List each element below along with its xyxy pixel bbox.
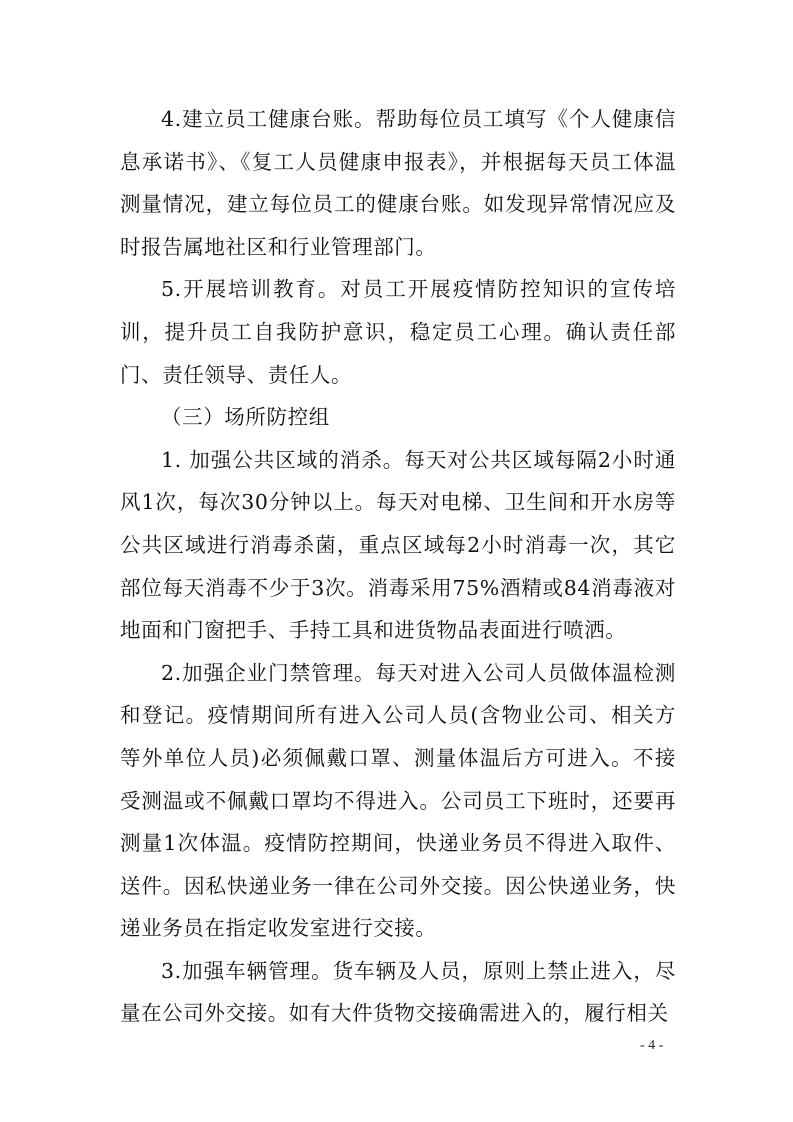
section-heading: （三）场所防控组 — [161, 405, 330, 430]
paragraph-health-records: 4.建立员工健康台账。帮助每位员工填写《个人健康信息承诺书》、《复工人员健康申报表》，并根据每天员工体温测量情况，建立每位员工的健康台账。如发现异常情况应及时报告属地社区和行业管理部门。 — [120, 107, 676, 259]
document-body — [120, 98, 676, 1035]
paragraph-access-control: 2.加强企业门禁管理。每天对进入公司人员做体温检测和登记。疫情期间所有进入公司人员(含物业公司、相关方等外单位人员)必须佩戴口罩、测量体温后方可进入。不接受测温或不佩戴口罩均不得进入。公司员工下班时，还要再测量1次体温。疫情防控期间，快递业务员不得进入取件、送件。因私快递业务一律在公司外交接。因公快递业务，快递业务员在指定收发室进行交接。 — [120, 660, 676, 941]
paragraph-training: 5.开展培训教育。对员工开展疫情防控知识的宣传培训，提升员工自我防护意识，稳定员工心理。确认责任部门、责任领导、责任人。 — [120, 277, 676, 387]
paragraph-vehicle-management: 3.加强车辆管理。货车辆及人员，原则上禁止进入，尽量在公司外交接。如有大件货物交接确需进入的，履行相关 — [120, 958, 676, 1026]
page-number: - 4 - — [640, 1038, 664, 1053]
paragraph-disinfection: 1. 加强公共区域的消杀。每天对公共区域每隔2小时通风1次，每次30分钟以上。每天对电梯、卫生间和开水房等公共区域进行消毒杀菌，重点区域每2小时消毒一次，其它部位每天消毒不少于3次。消毒采用75%酒精或84消毒液对地面和门窗把手、手持工具和进货物品表面进行喷洒。 — [120, 447, 676, 643]
